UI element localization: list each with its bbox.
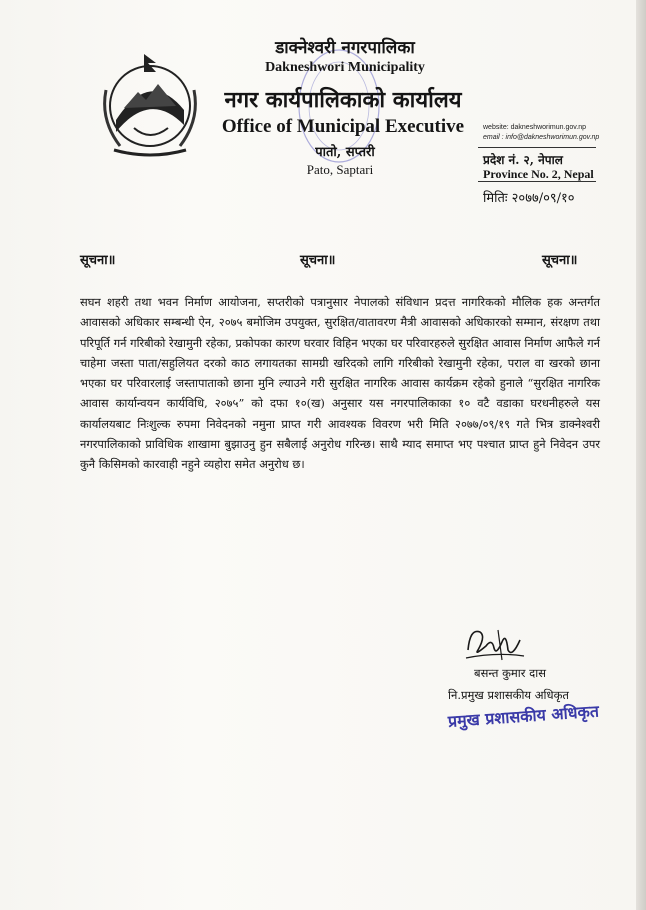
signatory-title: नि.प्रमुख प्रशासकीय अधिकृत xyxy=(448,688,569,702)
header-rule-bottom xyxy=(478,181,596,182)
document-date: मितिः २०७७/०९/१० xyxy=(483,191,575,206)
province-nepali: प्रदेश नं. २, नेपाल xyxy=(483,153,563,167)
nepal-emblem-logo xyxy=(94,50,206,160)
website-text: website: dakneshworimun.gov.np xyxy=(483,124,586,131)
notice-title-center: सूचना॥ xyxy=(300,253,336,268)
office-name-english: Office of Municipal Executive xyxy=(221,116,465,137)
notice-title-left: सूचना॥ xyxy=(80,253,116,268)
page-edge-shadow xyxy=(636,0,646,910)
signature-image xyxy=(462,620,528,664)
address-nepali: पातो, सप्तरी xyxy=(315,145,375,160)
office-name-nepali: नगर कार्यपालिकाको कार्यालय xyxy=(224,87,462,113)
province-english: Province No. 2, Nepal xyxy=(483,167,594,181)
notice-title-right: सूचना॥ xyxy=(542,253,578,268)
municipality-name-nepali: डाक्नेश्वरी नगरपालिका xyxy=(275,38,415,58)
email-text: email : info@dakneshworimun.gov.np xyxy=(483,134,600,141)
notice-body: सघन शहरी तथा भवन निर्माण आयोजना, सप्तरीको पत्रानुसार नेपालको संविधान प्रदत्त नागरिकको मौलिक हक अन्तर्गत आवासको अधिकार सम्बन्धी ऐन, २०७५ बमोजिम उपयुक्त, सुरक्षित/वातावरण मैत्री आवासको अधिकारको सम्मान, संरक्षण तथा परिपूर्ति गर्न गरिबीको रेखामुनी रहेका, प्रकोपका कारण घरवार विहिन भएका घर परिवारहरुले सुरक्षित आवास निर्माण आफैले गर्न चाहेमा जस्ता पाता/सहुलियत दरको काठ लगायतका सामग्री खरिदको लागि गरिबीको रेखामुनी रहेका, पराल वा खरको छाना भएका घर परिवारलाई जस्तापाताको छाना मुनि ल्याउने गरी सुरक्षित नागरिक आवास कार्यक्रम रहेको हुनाले “सुरक्षित नागरिक आवास कार्यान्वयन कार्यविधि, २०७५” को दफा १०(ख) अनुसार यस नगरपालिकाका १० वटै वडाका घरधनीहरुले यस कार्यालयबाट निःशुल्क रुपमा निवेदनको नमुना प्राप्त गरी आवश्यक विवरण भरी मिति २०७७/०९/१९ गते भित्र डाक्नेश्वरी नगरपालिकाको प्राविधिक शाखामा बुझाउनु हुन सबैलाई अनुरोध गरिन्छ। साथै म्याद समाप्त भए पश्चात प्राप्त हुने निवेदन उपर कुनै किसिमको कारवाही नहुने व्यहोरा समेत अनुरोध छ। xyxy=(80,295,600,472)
signatory-name: बसन्त कुमार दास xyxy=(474,666,546,680)
header-rule-top xyxy=(478,147,596,148)
designation-stamp: प्रमुख प्रशासकीय अधिकृत xyxy=(447,701,600,731)
address-english: Pato, Saptari xyxy=(306,162,374,177)
municipality-name-english: Dakneshwori Municipality xyxy=(265,60,425,75)
